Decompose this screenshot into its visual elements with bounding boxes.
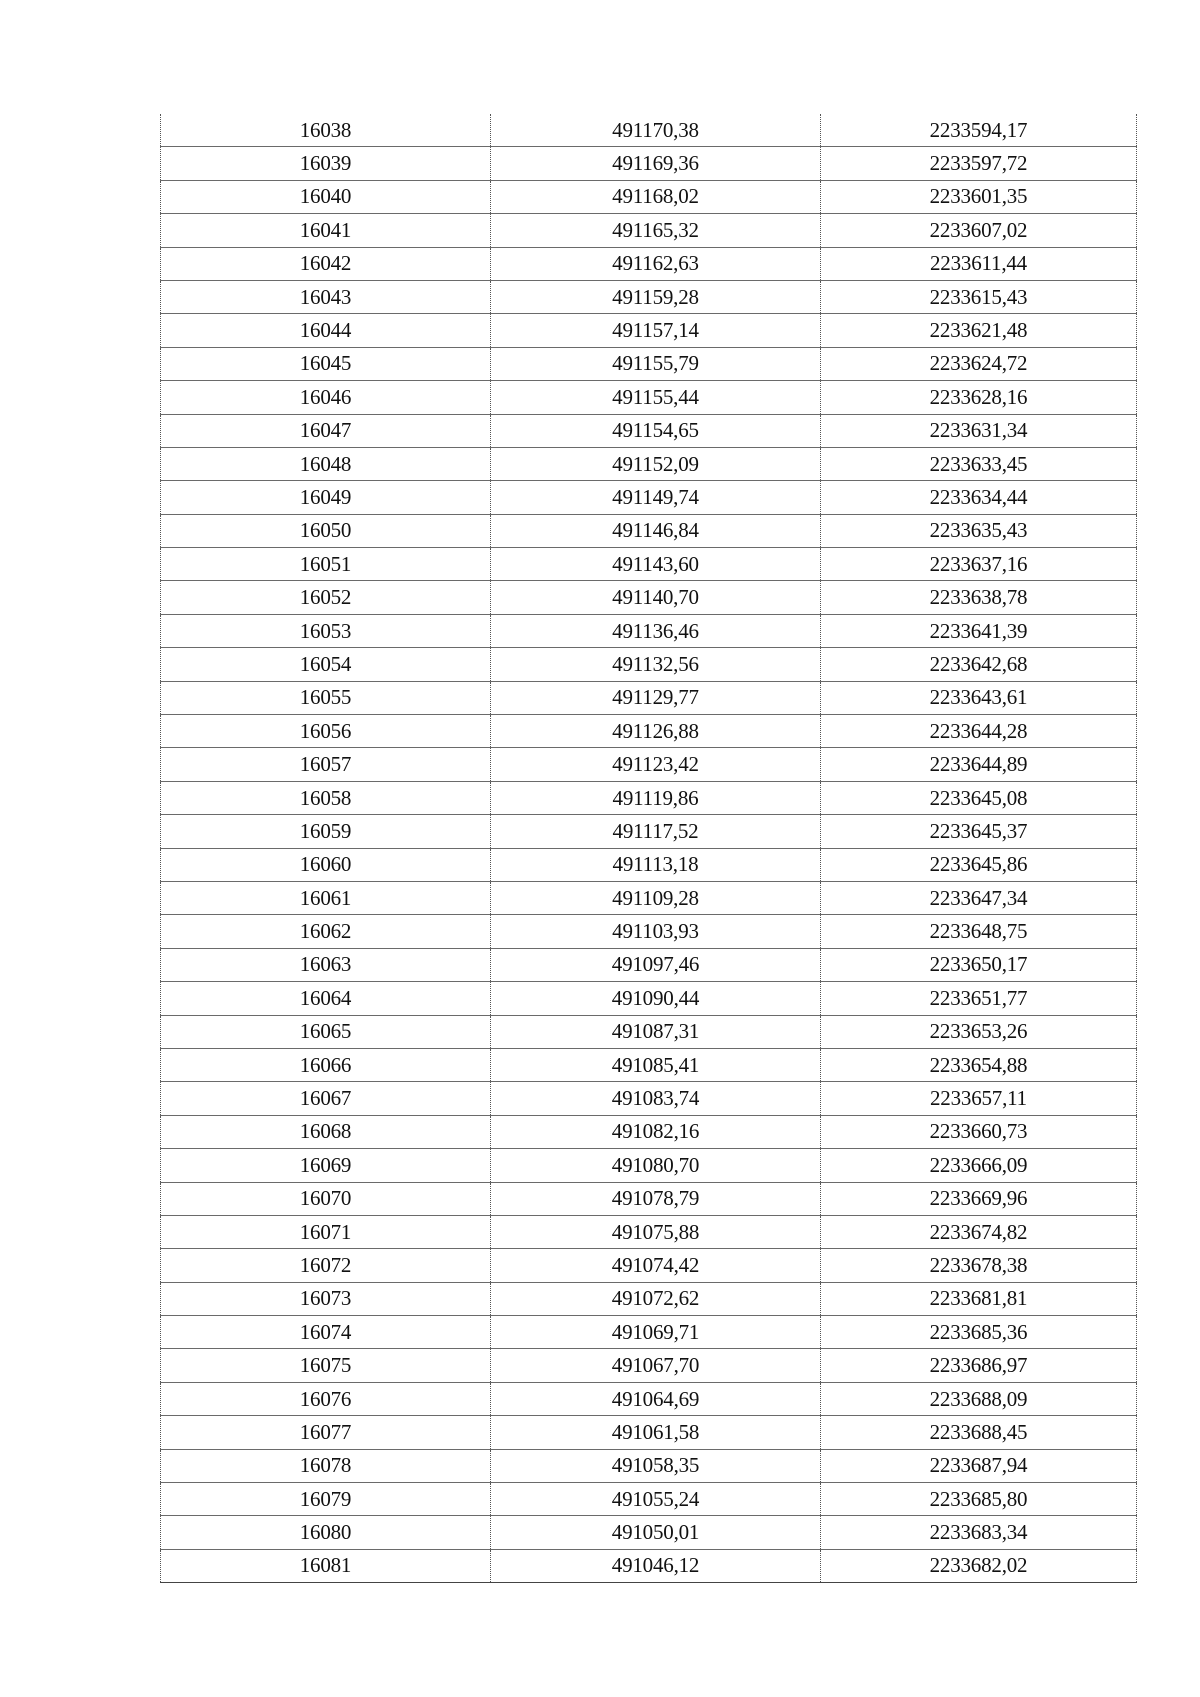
point-number-cell: 16067 [161,1082,491,1115]
x-coordinate-cell: 491152,09 [491,447,821,480]
y-coordinate-cell: 2233651,77 [821,982,1137,1015]
x-coordinate-cell: 491126,88 [491,715,821,748]
table-row [161,982,1137,1015]
y-coordinate-cell: 2233669,96 [821,1182,1137,1215]
table-row [161,1082,1137,1115]
table-row [161,280,1137,313]
table-row [161,1316,1137,1349]
x-coordinate-cell: 491074,42 [491,1249,821,1282]
y-coordinate-cell: 2233633,45 [821,447,1137,480]
point-number-cell: 16055 [161,681,491,714]
x-coordinate-cell: 491140,70 [491,581,821,614]
x-coordinate-cell: 491149,74 [491,481,821,514]
x-coordinate-cell: 491129,77 [491,681,821,714]
point-number-cell: 16049 [161,481,491,514]
table-row [161,1249,1137,1282]
table-row [161,1048,1137,1081]
y-coordinate-cell: 2233688,45 [821,1416,1137,1449]
table-row [161,1182,1137,1215]
x-coordinate-cell: 491082,16 [491,1115,821,1148]
y-coordinate-cell: 2233657,11 [821,1082,1137,1115]
table-row [161,1015,1137,1048]
x-coordinate-cell: 491113,18 [491,848,821,881]
table-row [161,815,1137,848]
y-coordinate-cell: 2233601,35 [821,180,1137,213]
x-coordinate-cell: 491080,70 [491,1149,821,1182]
y-coordinate-cell: 2233624,72 [821,347,1137,380]
table-row [161,1416,1137,1449]
table-row [161,681,1137,714]
point-number-cell: 16071 [161,1215,491,1248]
point-number-cell: 16077 [161,1416,491,1449]
point-number-cell: 16057 [161,748,491,781]
x-coordinate-cell: 491085,41 [491,1048,821,1081]
point-number-cell: 16047 [161,414,491,447]
x-coordinate-cell: 491069,71 [491,1316,821,1349]
x-coordinate-cell: 491168,02 [491,180,821,213]
table-row [161,948,1137,981]
x-coordinate-cell: 491155,79 [491,347,821,380]
point-number-cell: 16061 [161,881,491,914]
y-coordinate-cell: 2233654,88 [821,1048,1137,1081]
x-coordinate-cell: 491143,60 [491,548,821,581]
y-coordinate-cell: 2233681,81 [821,1282,1137,1315]
table-row [161,447,1137,480]
y-coordinate-cell: 2233637,16 [821,548,1137,581]
x-coordinate-cell: 491157,14 [491,314,821,347]
table-row [161,1149,1137,1182]
table-row [161,1215,1137,1248]
point-number-cell: 16041 [161,214,491,247]
table-row [161,1449,1137,1482]
y-coordinate-cell: 2233634,44 [821,481,1137,514]
x-coordinate-cell: 491061,58 [491,1416,821,1449]
point-number-cell: 16072 [161,1249,491,1282]
table-row [161,147,1137,180]
x-coordinate-cell: 491117,52 [491,815,821,848]
point-number-cell: 16064 [161,982,491,1015]
point-number-cell: 16065 [161,1015,491,1048]
table-row [161,180,1137,213]
point-number-cell: 16038 [161,114,491,147]
point-number-cell: 16070 [161,1182,491,1215]
point-number-cell: 16056 [161,715,491,748]
x-coordinate-cell: 491058,35 [491,1449,821,1482]
y-coordinate-cell: 2233641,39 [821,614,1137,647]
x-coordinate-cell: 491090,44 [491,982,821,1015]
table-row [161,781,1137,814]
x-coordinate-cell: 491146,84 [491,514,821,547]
x-coordinate-cell: 491072,62 [491,1282,821,1315]
table-row [161,247,1137,280]
table-row [161,1282,1137,1315]
x-coordinate-cell: 491154,65 [491,414,821,447]
table-row [161,514,1137,547]
point-number-cell: 16058 [161,781,491,814]
table-row [161,1382,1137,1415]
table-row [161,748,1137,781]
point-number-cell: 16042 [161,247,491,280]
point-number-cell: 16053 [161,614,491,647]
table-row [161,915,1137,948]
table-row [161,1483,1137,1516]
y-coordinate-cell: 2233607,02 [821,214,1137,247]
table-row [161,1349,1137,1382]
table-row [161,1115,1137,1148]
table-row [161,381,1137,414]
table-row [161,881,1137,914]
coordinates-table [160,114,1137,1583]
y-coordinate-cell: 2233653,26 [821,1015,1137,1048]
x-coordinate-cell: 491055,24 [491,1483,821,1516]
y-coordinate-cell: 2233594,17 [821,114,1137,147]
x-coordinate-cell: 491123,42 [491,748,821,781]
x-coordinate-cell: 491109,28 [491,881,821,914]
point-number-cell: 16050 [161,514,491,547]
y-coordinate-cell: 2233648,75 [821,915,1137,948]
x-coordinate-cell: 491083,74 [491,1082,821,1115]
x-coordinate-cell: 491162,63 [491,247,821,280]
y-coordinate-cell: 2233678,38 [821,1249,1137,1282]
point-number-cell: 16075 [161,1349,491,1382]
y-coordinate-cell: 2233635,43 [821,514,1137,547]
y-coordinate-cell: 2233597,72 [821,147,1137,180]
y-coordinate-cell: 2233645,86 [821,848,1137,881]
y-coordinate-cell: 2233645,08 [821,781,1137,814]
table-row [161,314,1137,347]
table-row [161,648,1137,681]
table-row [161,414,1137,447]
y-coordinate-cell: 2233650,17 [821,948,1137,981]
x-coordinate-cell: 491050,01 [491,1516,821,1549]
table-row [161,581,1137,614]
x-coordinate-cell: 491165,32 [491,214,821,247]
y-coordinate-cell: 2233683,34 [821,1516,1137,1549]
x-coordinate-cell: 491159,28 [491,280,821,313]
point-number-cell: 16052 [161,581,491,614]
point-number-cell: 16054 [161,648,491,681]
point-number-cell: 16069 [161,1149,491,1182]
table-row [161,347,1137,380]
y-coordinate-cell: 2233615,43 [821,280,1137,313]
point-number-cell: 16039 [161,147,491,180]
y-coordinate-cell: 2233621,48 [821,314,1137,347]
point-number-cell: 16079 [161,1483,491,1516]
point-number-cell: 16040 [161,180,491,213]
point-number-cell: 16051 [161,548,491,581]
y-coordinate-cell: 2233644,28 [821,715,1137,748]
x-coordinate-cell: 491078,79 [491,1182,821,1215]
y-coordinate-cell: 2233685,80 [821,1483,1137,1516]
y-coordinate-cell: 2233644,89 [821,748,1137,781]
coordinates-table-body [161,114,1137,1583]
point-number-cell: 16060 [161,848,491,881]
y-coordinate-cell: 2233686,97 [821,1349,1137,1382]
x-coordinate-cell: 491103,93 [491,915,821,948]
y-coordinate-cell: 2233674,82 [821,1215,1137,1248]
point-number-cell: 16062 [161,915,491,948]
point-number-cell: 16068 [161,1115,491,1148]
x-coordinate-cell: 491075,88 [491,1215,821,1248]
point-number-cell: 16048 [161,447,491,480]
x-coordinate-cell: 491136,46 [491,614,821,647]
point-number-cell: 16063 [161,948,491,981]
table-row [161,548,1137,581]
y-coordinate-cell: 2233611,44 [821,247,1137,280]
table-row [161,614,1137,647]
y-coordinate-cell: 2233631,34 [821,414,1137,447]
point-number-cell: 16043 [161,280,491,313]
y-coordinate-cell: 2233628,16 [821,381,1137,414]
table-row [161,848,1137,881]
y-coordinate-cell: 2233643,61 [821,681,1137,714]
table-row [161,214,1137,247]
y-coordinate-cell: 2233682,02 [821,1549,1137,1582]
table-row [161,1516,1137,1549]
x-coordinate-cell: 491087,31 [491,1015,821,1048]
x-coordinate-cell: 491169,36 [491,147,821,180]
point-number-cell: 16045 [161,347,491,380]
x-coordinate-cell: 491064,69 [491,1382,821,1415]
x-coordinate-cell: 491119,86 [491,781,821,814]
point-number-cell: 16080 [161,1516,491,1549]
y-coordinate-cell: 2233642,68 [821,648,1137,681]
point-number-cell: 16044 [161,314,491,347]
point-number-cell: 16066 [161,1048,491,1081]
y-coordinate-cell: 2233647,34 [821,881,1137,914]
point-number-cell: 16078 [161,1449,491,1482]
table-row [161,481,1137,514]
point-number-cell: 16074 [161,1316,491,1349]
x-coordinate-cell: 491155,44 [491,381,821,414]
point-number-cell: 16059 [161,815,491,848]
y-coordinate-cell: 2233645,37 [821,815,1137,848]
y-coordinate-cell: 2233666,09 [821,1149,1137,1182]
y-coordinate-cell: 2233685,36 [821,1316,1137,1349]
y-coordinate-cell: 2233660,73 [821,1115,1137,1148]
x-coordinate-cell: 491046,12 [491,1549,821,1582]
x-coordinate-cell: 491067,70 [491,1349,821,1382]
x-coordinate-cell: 491170,38 [491,114,821,147]
point-number-cell: 16046 [161,381,491,414]
y-coordinate-cell: 2233638,78 [821,581,1137,614]
y-coordinate-cell: 2233687,94 [821,1449,1137,1482]
y-coordinate-cell: 2233688,09 [821,1382,1137,1415]
x-coordinate-cell: 491097,46 [491,948,821,981]
x-coordinate-cell: 491132,56 [491,648,821,681]
table-row [161,715,1137,748]
point-number-cell: 16081 [161,1549,491,1582]
point-number-cell: 16073 [161,1282,491,1315]
table-row [161,114,1137,147]
point-number-cell: 16076 [161,1382,491,1415]
table-row [161,1549,1137,1582]
